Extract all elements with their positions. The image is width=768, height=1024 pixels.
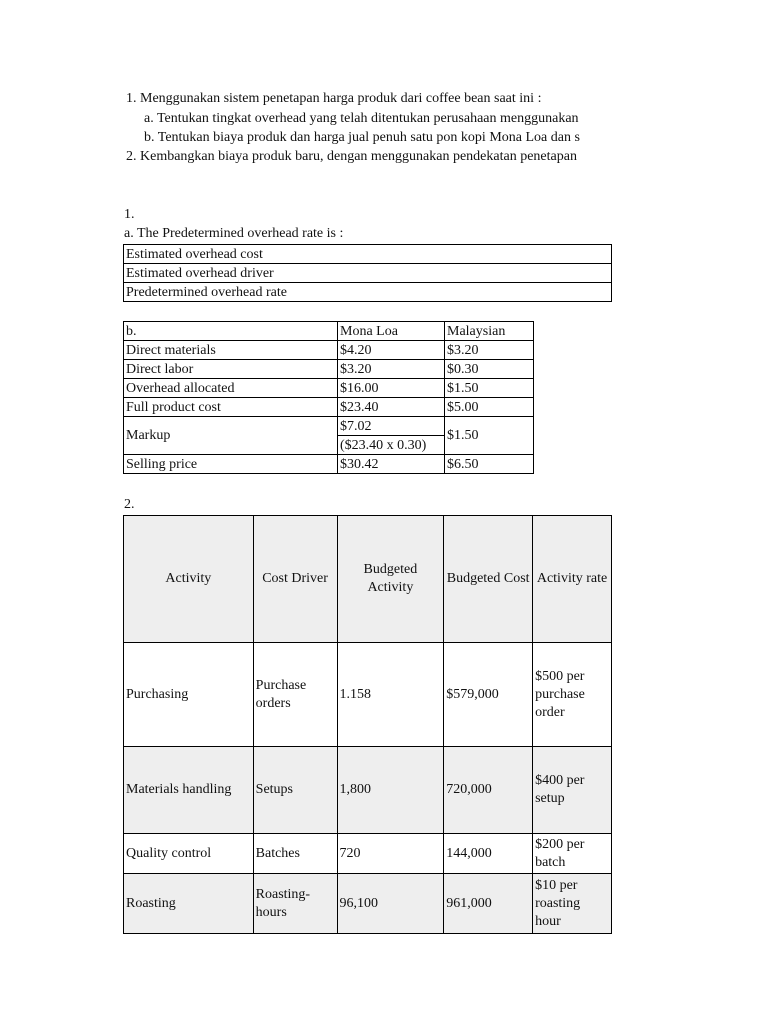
table-cell: $6.50 [445,455,534,474]
table-row [124,341,534,360]
table-cell: Selling price [124,455,338,474]
table-cell: $1.50 [445,417,534,455]
table-cell: $5.00 [445,398,534,417]
question-1: 1. Menggunakan sistem penetapan harga produk dari coffee bean saat ini : [126,91,542,106]
table-header-row [124,322,534,341]
answer-1a-intro: a. The Predetermined overhead rate is : [124,226,344,241]
question-2: 2. Kembangkan biaya produk baru, dengan menggunakan pendekatan penetapan [126,149,577,164]
table-cell: $10 per roasting hour [533,874,612,934]
table-cell: $16.00 [338,379,445,398]
table-cell: 720,000 [444,747,533,834]
table-cell: $579,000 [444,643,533,747]
header-cell: Malaysian [445,322,534,341]
table-row [124,643,612,747]
table-cell: $400 per setup [533,747,612,834]
table-cell: Quality control [124,834,254,874]
product-cost-table [123,321,534,474]
table-cell: Overhead allocated [124,379,338,398]
question-1a: a. Tentukan tingkat overhead yang telah ditentukan perusahaan menggunakan [144,111,579,126]
markup-row [124,417,534,436]
header-cell: b. [124,322,338,341]
table-cell: Roasting-hours [253,874,337,934]
table-cell: $30.42 [338,455,445,474]
header-cell: Activity rate [533,516,612,643]
table-cell: Full product cost [124,398,338,417]
table-cell: Roasting [124,874,254,934]
table-cell: $7.02 [338,417,445,436]
table-cell: Purchase orders [253,643,337,747]
table-row [124,747,612,834]
table-cell: 961,000 [444,874,533,934]
table-row [124,283,612,302]
table-row [124,264,612,283]
header-cell: Mona Loa [338,322,445,341]
table-cell: Predetermined overhead rate [124,283,612,302]
table-cell: 144,000 [444,834,533,874]
table-row [124,834,612,874]
table-cell: $3.20 [338,360,445,379]
table-cell: $3.20 [445,341,534,360]
answer-2-number: 2. [124,497,135,512]
table-header-row [124,516,612,643]
table-cell: Estimated overhead cost [124,245,612,264]
table-cell: 1,800 [337,747,444,834]
table-cell: ($23.40 x 0.30) [338,436,445,455]
table-cell: 720 [337,834,444,874]
table-cell: 1.158 [337,643,444,747]
table-cell: $23.40 [338,398,445,417]
table-cell: 96,100 [337,874,444,934]
table-row [124,245,612,264]
table-cell: $1.50 [445,379,534,398]
overhead-rate-table [123,244,612,302]
header-cell: Activity [124,516,254,643]
table-cell: $0.30 [445,360,534,379]
header-cell: Cost Driver [253,516,337,643]
table-row [124,360,534,379]
table-cell: Markup [124,417,338,455]
header-cell: Budgeted Activity [337,516,444,643]
table-cell: Direct labor [124,360,338,379]
table-cell: Batches [253,834,337,874]
table-cell: Setups [253,747,337,834]
activity-rate-table [123,515,612,934]
header-cell: Budgeted Cost [444,516,533,643]
table-row [124,874,612,934]
table-cell: $200 per batch [533,834,612,874]
table-row [124,455,534,474]
table-cell: $4.20 [338,341,445,360]
table-cell: Direct materials [124,341,338,360]
table-cell: $500 per purchase order [533,643,612,747]
question-1b: b. Tentukan biaya produk dan harga jual penuh satu pon kopi Mona Loa dan s [144,130,580,145]
table-row [124,379,534,398]
answer-1-number: 1. [124,207,135,222]
table-cell: Estimated overhead driver [124,264,612,283]
table-row [124,398,534,417]
table-cell: Materials handling [124,747,254,834]
table-cell: Purchasing [124,643,254,747]
